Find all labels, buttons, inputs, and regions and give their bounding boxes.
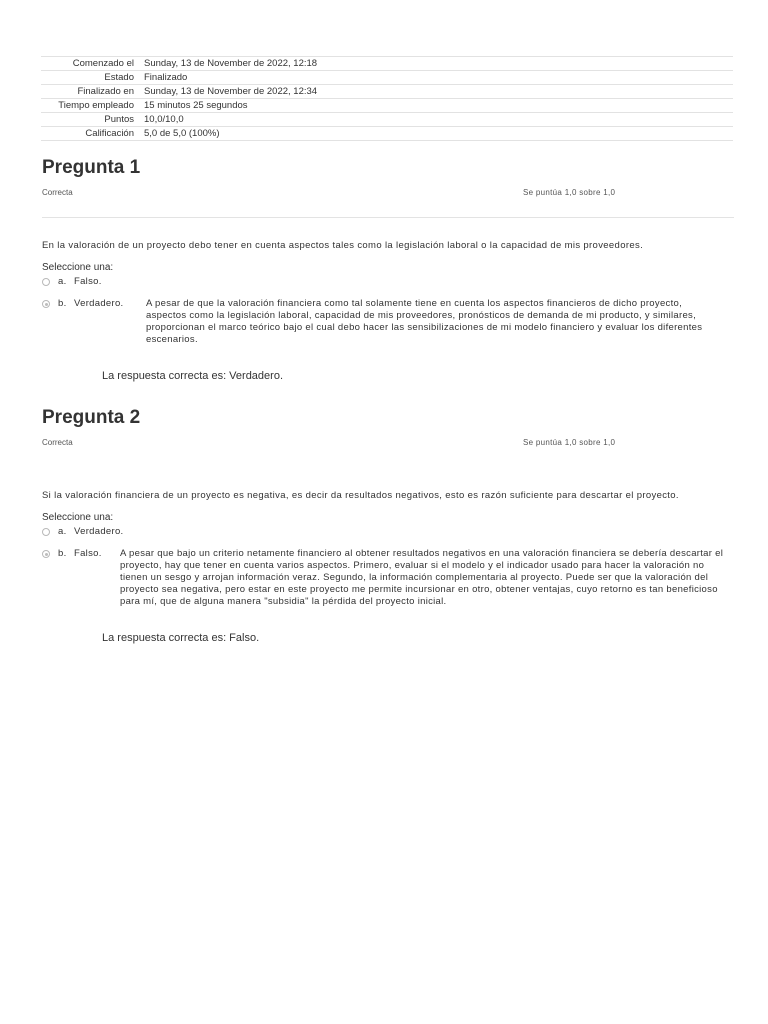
question-1: [42, 156, 734, 382]
summary-row: [41, 57, 733, 71]
summary-label: Comenzado el: [41, 57, 144, 71]
option-letter: a.: [58, 526, 67, 537]
question-state: Correcta: [42, 438, 73, 447]
question-text: Si la valoración financiera de un proyecto es negativa, es decir da resultados negativos, esto es razón suficiente para descartar el proyecto.: [42, 490, 679, 501]
option-feedback: A pesar que bajo un criterio netamente financiero al obtener resultados negativos en una valoración financiera se debería descartar el proyecto, hay que tener en cuenta varios aspectos. Primero, evaluar si el modelo y el indicador usado para hacer la valoración no tienen un sesgo y arrojan información veraz. Segundo, la información complementaria al proyecto. Puede ser que la valoración del proyecto sea negativa, pero estar en este proyecto me permite incursionar en otro, obtener ventajas, cuyo retorno es tan beneficioso para mí, que de alguna manera "subsidia" la pérdida del proyecto inicial.: [120, 548, 724, 607]
summary-value: 5,0 de 5,0 (100%): [144, 127, 733, 141]
summary-label: Estado: [41, 71, 144, 85]
summary-row: [41, 99, 733, 113]
option-text: Verdadero.: [74, 298, 124, 309]
summary-value: 10,0/10,0: [144, 113, 733, 127]
summary-label: Tiempo empleado: [41, 99, 144, 113]
question-state: Correcta: [42, 188, 73, 197]
question-info: [42, 438, 734, 452]
option-feedback: A pesar de que la valoración financiera como tal solamente tiene en cuenta los aspectos financieros de dicho proyecto, aspectos como la legislación laboral, capacidad de mis proveedores, pronósticos de demanda de mi producto, y similares, proporcionan el marco teórico bajo el cual debo hacer las sensibilizaciones de mi modelo financiero y evaluar los diferentes escenarios.: [146, 298, 703, 345]
right-answer: La respuesta correcta es: Falso.: [102, 632, 260, 644]
question-info: [42, 188, 734, 202]
answer-option-a[interactable]: [42, 276, 734, 294]
option-text: Falso.: [74, 276, 102, 287]
summary-value: 15 minutos 25 segundos: [144, 99, 733, 113]
attempt-summary-table: [41, 56, 733, 141]
summary-row: [41, 127, 733, 141]
answer-option-b[interactable]: [42, 298, 734, 348]
radio-button-selected[interactable]: [42, 300, 50, 308]
option-text: Verdadero.: [74, 526, 124, 537]
summary-row: [41, 85, 733, 99]
answer-option-b[interactable]: [42, 548, 734, 612]
summary-value: Finalizado: [144, 71, 733, 85]
summary-row: [41, 113, 733, 127]
option-text: Falso.: [74, 548, 102, 559]
radio-button[interactable]: [42, 528, 50, 536]
radio-button[interactable]: [42, 278, 50, 286]
question-title: Pregunta 1: [42, 157, 141, 178]
summary-value: Sunday, 13 de November de 2022, 12:34: [144, 85, 733, 99]
question-grade: Se puntúa 1,0 sobre 1,0: [523, 188, 616, 197]
summary-label: Finalizado en: [41, 85, 144, 99]
question-grade: Se puntúa 1,0 sobre 1,0: [523, 438, 616, 447]
summary-row: [41, 71, 733, 85]
option-letter: a.: [58, 276, 67, 287]
question-2: [42, 406, 734, 644]
question-divider: [42, 217, 734, 218]
question-title: Pregunta 2: [42, 407, 141, 428]
answer-option-a[interactable]: [42, 526, 734, 544]
answer-prompt: Seleccione una:: [42, 512, 114, 523]
radio-button-selected[interactable]: [42, 550, 50, 558]
option-letter: b.: [58, 298, 67, 309]
summary-label: Calificación: [41, 127, 144, 141]
summary-value: Sunday, 13 de November de 2022, 12:18: [144, 57, 733, 71]
answer-prompt: Seleccione una:: [42, 262, 114, 273]
option-letter: b.: [58, 548, 67, 559]
question-text: En la valoración de un proyecto debo tener en cuenta aspectos tales como la legislación laboral o la capacidad de mis proveedores.: [42, 240, 644, 251]
right-answer: La respuesta correcta es: Verdadero.: [102, 370, 283, 382]
summary-label: Puntos: [41, 113, 144, 127]
